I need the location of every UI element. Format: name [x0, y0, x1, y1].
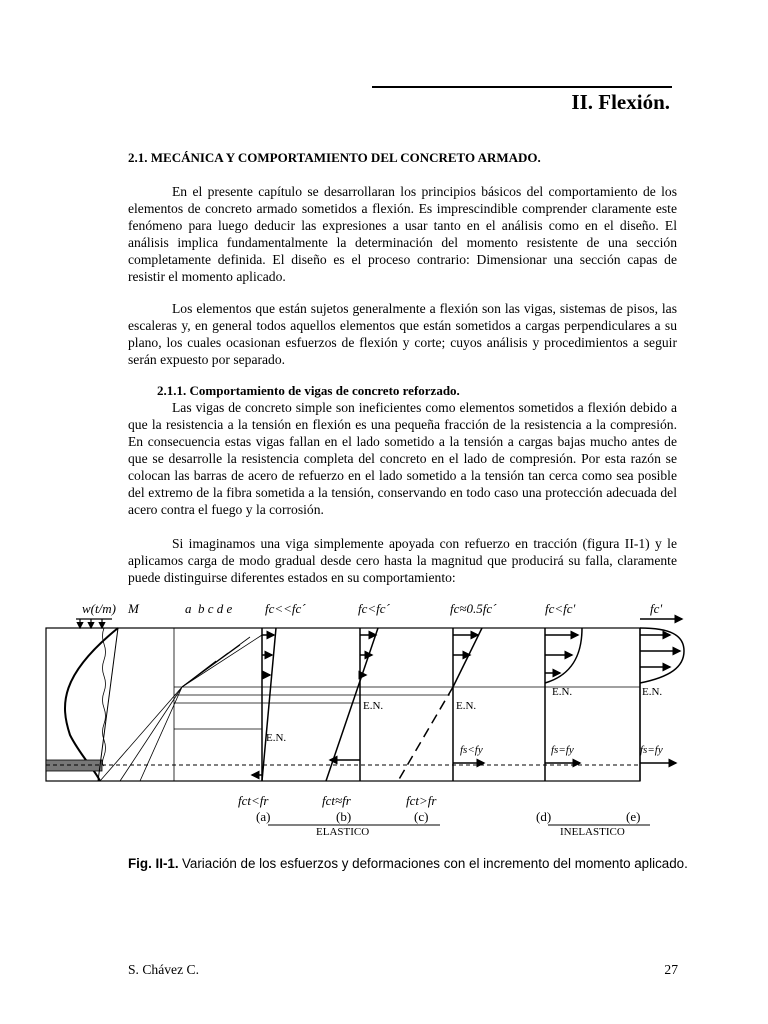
stage-a [252, 628, 276, 781]
case-label-d: (d) [536, 809, 552, 824]
stage-e [640, 619, 684, 781]
section-letters: a b c d e [185, 601, 233, 616]
bottom-label-c: fct>fr [406, 793, 437, 808]
figure-caption [128, 855, 688, 873]
top-label-d: fc<fc' [545, 601, 576, 616]
top-label-c: fc≈0.5fc´ [450, 601, 497, 616]
case-label-a: (a) [256, 809, 271, 824]
paragraph-elements: Los elementos que están sujetos generalmente a flexión son las vigas, sistemas de pisos, las escaleras y, en general todos aquellos elementos que están sometidos a cargas perpendiculares a su plano, los cuales ocasionan esfuerzos de flexión y corte; cuyos análisis y procedimientos a seguir serán expuesto por separado. [128, 301, 677, 367]
elastic-label: ELASTICO [316, 826, 370, 838]
moment-curve [65, 628, 118, 781]
load-arrows [76, 619, 112, 628]
svg-text:E.N.: E.N. [642, 686, 663, 698]
load-label: w(t/m) [82, 601, 116, 616]
top-label-e: fc' [650, 601, 663, 616]
case-label-c: (c) [414, 809, 429, 824]
paragraph-loading: Si imaginamos una viga simplemente apoyada con refuerzo en tracción (figura II-1) y le aplicamos carga de modo gradual desde cero hasta la magnitud que producirá su falla, claramente puede distinguirse diferentes estados en su comportamiento: [128, 536, 677, 585]
case-label-b: (b) [336, 809, 352, 824]
top-label-b: fc<fc´ [358, 601, 390, 616]
case-label-e: (e) [626, 809, 641, 824]
svg-text:E.N.: E.N. [266, 732, 287, 744]
caption-text: Variación de los esfuerzos y deformaciones con el incremento del momento aplicado. [181, 856, 688, 871]
figure-flexion-stress-diagram [0, 595, 768, 845]
header-rule [372, 86, 672, 88]
page-number: 27 [664, 962, 678, 977]
inelastic-label: INELASTICO [560, 826, 625, 838]
section-heading: 2.1. MECÁNICA Y COMPORTAMIENTO DEL CONCRETO ARMADO. [128, 150, 541, 165]
bottom-label-b: fct≈fr [322, 793, 351, 808]
paragraph-intro: En el presente capítulo se desarrollaran los principios básicos del comportamiento de los elementos de concreto armado sometidos a flexión. Es imprescindible comprender claramente este fenómeno para luego deducir las expresiones a usar tanto en el análisis como en el diseño. El análisis implica fundamentalmente la determinación del momento resistente de una sección completamente definida. El diseño es el proceso contrario: Dimensionar una sección capas de resistir el momento aplicado. [128, 184, 677, 284]
svg-text:fs=fy: fs=fy [551, 744, 574, 756]
stage-d [545, 628, 582, 781]
svg-text:E.N.: E.N. [456, 700, 477, 712]
moment-label: M [128, 601, 139, 616]
footer-author: S. Chávez C. [128, 962, 199, 977]
steel-bar [46, 760, 102, 771]
top-label-a: fc<<fc´ [265, 601, 306, 616]
svg-text:fs<fy: fs<fy [460, 744, 483, 756]
svg-text:E.N.: E.N. [552, 686, 573, 698]
chapter-title: II. Flexión. [571, 90, 670, 114]
svg-text:E.N.: E.N. [363, 700, 384, 712]
caption-label: Fig. II-1. [128, 856, 179, 871]
svg-text:fs=fy: fs=fy [640, 744, 663, 756]
subsection-heading: 2.1.1. Comportamiento de vigas de concreto reforzado. [157, 383, 460, 398]
paragraph-beams: Las vigas de concreto simple son ineficientes como elementos sometidos a flexión debido a que la resistencia a la tensión en flexión es una pequeña fracción de la resistencia a la compresión. En consecuencia estas vigas fallan en el lado sometido a la tensión a cargas bajas mucho antes de que se desarrolle la resistencia completa del concreto en el lado de compresión. Por esta razón se colocan las barras de acero de refuerzo en el lado sometido a la tensión tan cerca como sea posible del extremo de la fibra sometida a la tensión, conservando en todo caso una protección adecuada del acero contra el fuego y la corrosión. [128, 400, 677, 517]
bottom-label-a: fct<fr [238, 793, 269, 808]
